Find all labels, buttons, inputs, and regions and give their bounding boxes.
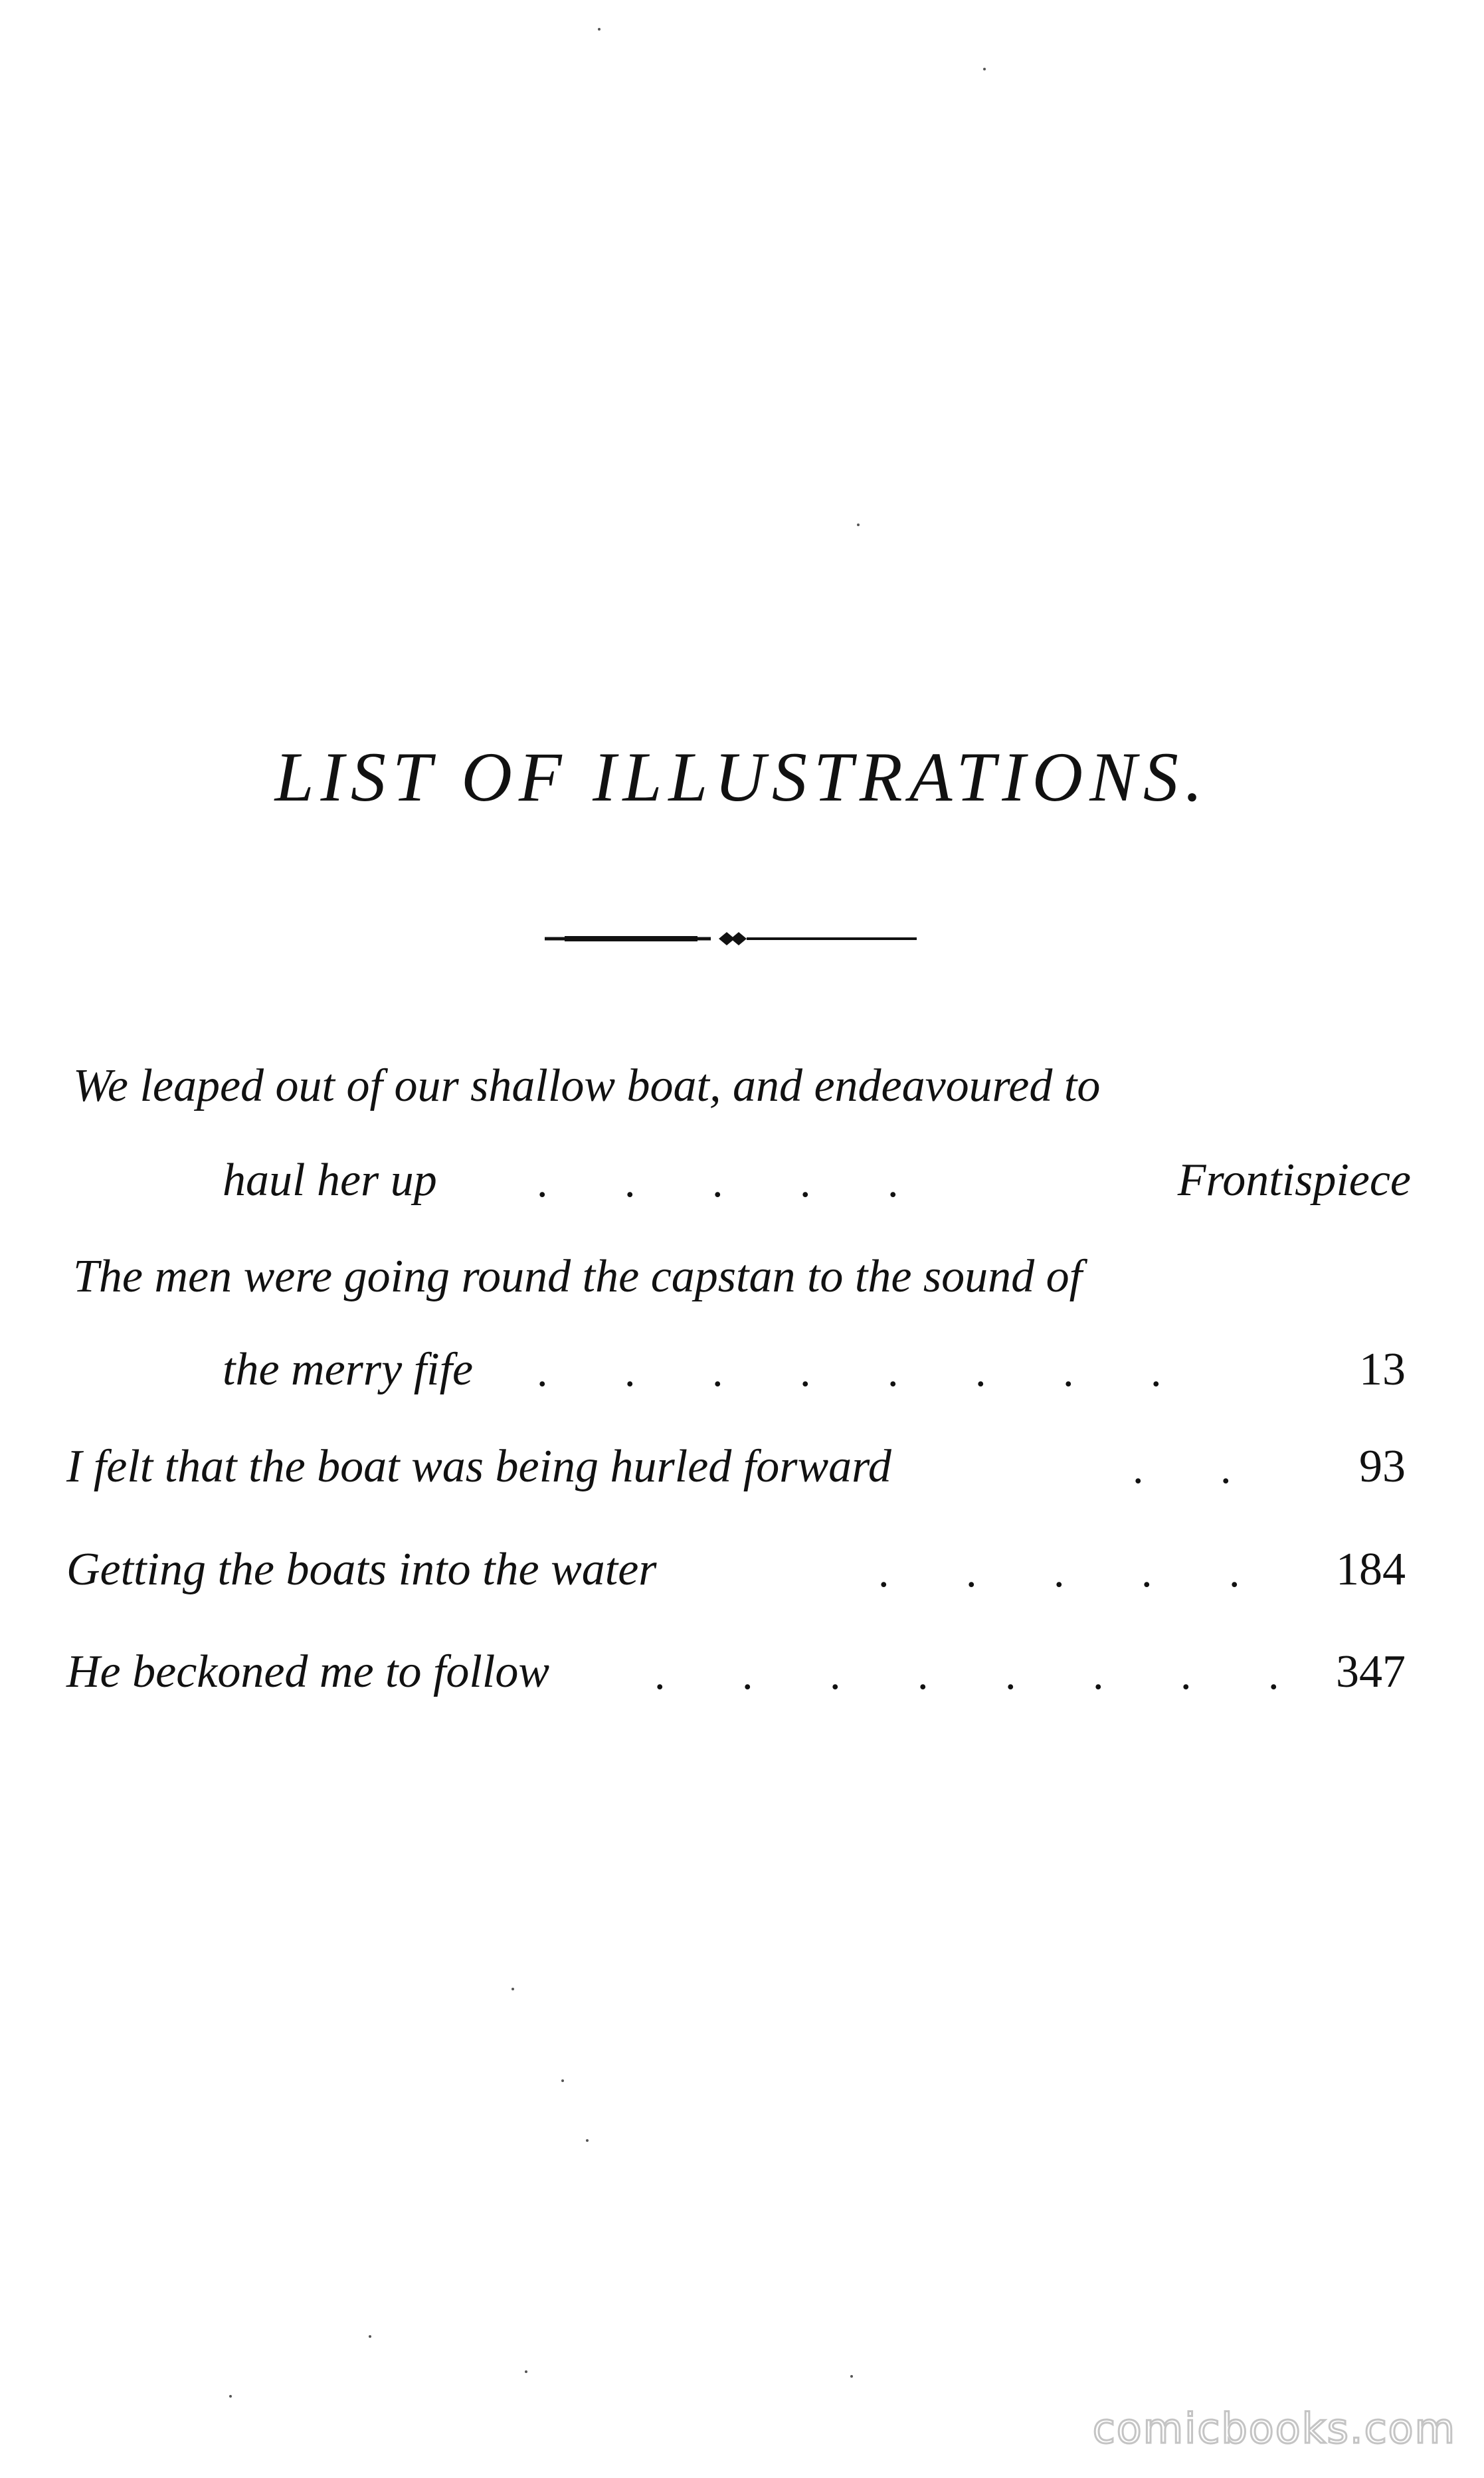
dot-leader: . . . . . . . . (654, 1650, 1279, 1699)
entry-page-number: 13 (1359, 1344, 1406, 1395)
dot-leader: . . . . . . . . (537, 1347, 1162, 1396)
entry-caption-line: We leaped out of our shallow boat, and endeavoured to (73, 1060, 1101, 1111)
scan-speck (586, 2139, 589, 2142)
dot-leader: . . . . . (537, 1158, 899, 1206)
scan-speck (525, 2370, 527, 2373)
entry-caption-line: He beckoned me to follow (66, 1646, 550, 1697)
watermark-logo: comicbooks.com (1092, 2404, 1456, 2453)
entry-caption-line: the merry fife (223, 1344, 474, 1395)
scan-speck (229, 2395, 232, 2398)
scan-speck (511, 1988, 514, 1990)
scan-speck (598, 28, 601, 31)
scan-speck (983, 68, 986, 70)
scan-speck (857, 524, 860, 526)
page-title: LIST OF ILLUSTRATIONS. (274, 738, 1210, 816)
dot-leader: . . (1133, 1444, 1232, 1493)
entry-caption-line: haul her up (223, 1155, 437, 1206)
entry-caption-line: The men were going round the capstan to the sound of (73, 1251, 1083, 1302)
entry-page-number: Frontispiece (1177, 1155, 1411, 1206)
scan-speck (369, 2335, 371, 2338)
entry-page-number: 347 (1336, 1646, 1406, 1697)
entry-caption-line: I felt that the boat was being hurled forward (66, 1441, 891, 1492)
entry-caption-line: Getting the boats into the water (66, 1544, 657, 1595)
scan-speck (561, 2079, 564, 2082)
dot-leader: . . . . . (878, 1548, 1240, 1596)
scan-speck (850, 2375, 853, 2378)
entry-page-number: 184 (1336, 1544, 1406, 1595)
entry-page-number: 93 (1359, 1441, 1406, 1492)
